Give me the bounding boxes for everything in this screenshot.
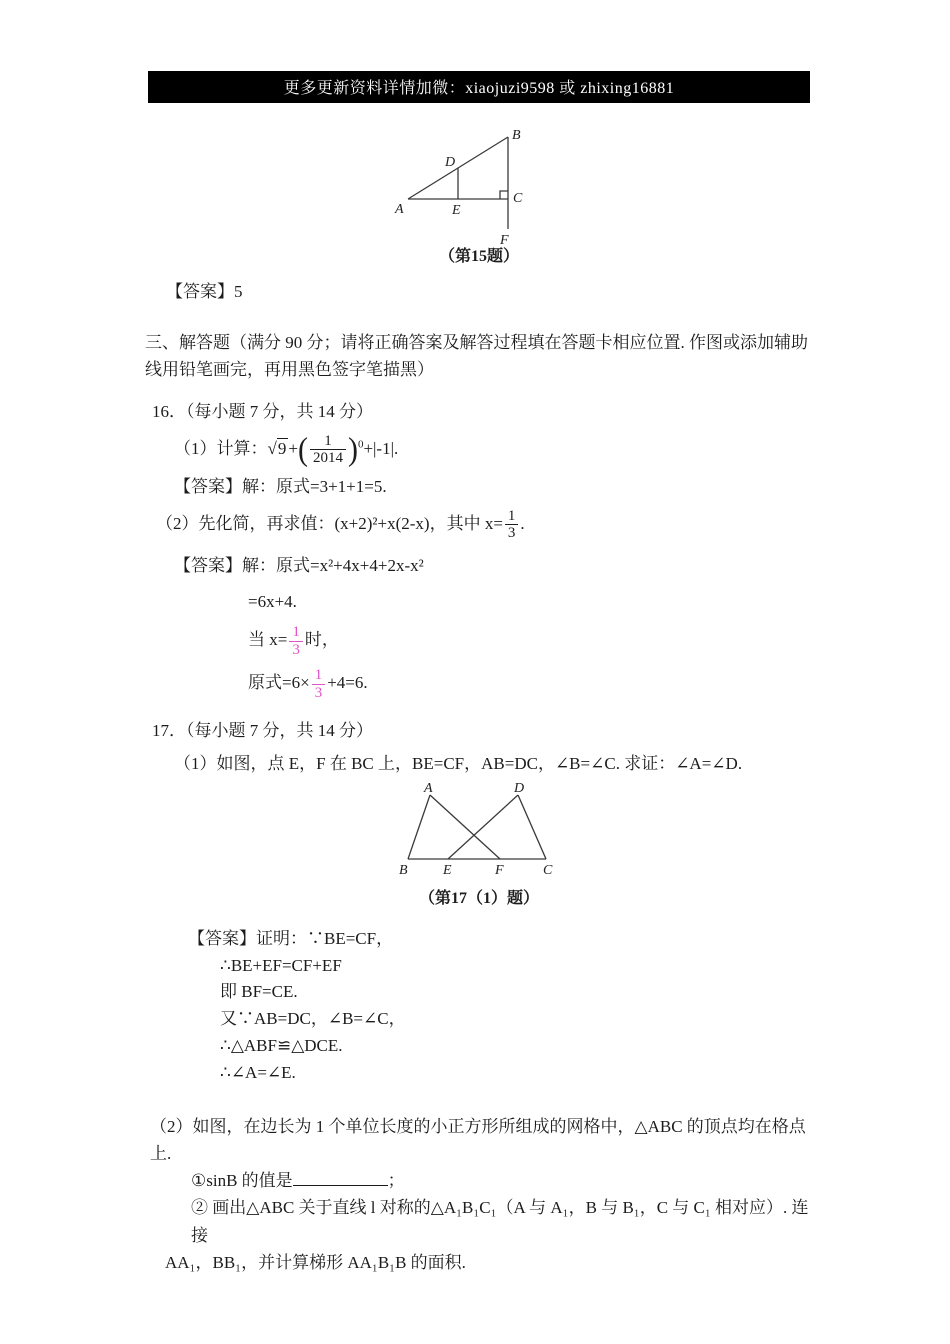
section-3-heading (145, 329, 810, 383)
q17-p2-sinb-suffix: ； (387, 1171, 405, 1191)
fraction-1-2014 (310, 433, 346, 467)
fraction-denominator: 3 (507, 525, 516, 542)
q17-p2-line-4: AA₁，BB₁，并计算梯形 AA₁B₁B 的面积. (165, 1252, 466, 1272)
q16-a2-eval-prefix: 原式=6× (248, 673, 310, 693)
fraction-denominator: 2014 (312, 450, 343, 467)
q16-a2-when-x: 当 x= (248, 630, 288, 650)
segment-dc (518, 795, 546, 859)
q17-p2-line-1: （2）如图，在边长为 1 个单位长度的小正方形所组成的网格中，△ABC 的顶点均在格点上. (150, 1116, 806, 1164)
section-3-line-1: 三、解答题（满分 90 分；请将正确答案及解答过程填在答题卡相应位置. 作图或添加辅助 (145, 333, 808, 353)
q16-p2-prefix: （2）先化简，再求值： (156, 513, 335, 533)
point-label-a: A (424, 780, 433, 796)
q16-a2-when-suffix: 时， (304, 630, 339, 650)
q17-p2-sinb-prefix: ①sinB 的值是 (191, 1171, 293, 1191)
point-label-e: E (452, 203, 461, 218)
answer-label: 【答案】 (166, 282, 234, 301)
q16-a2-eval-suffix: +4=6. (327, 673, 368, 693)
question-16-part-1 (174, 433, 810, 467)
fraction-denominator: 3 (314, 684, 323, 701)
question-16-answer-2 (174, 552, 810, 701)
q16-a1-text: 解：原式=3+1+1=5. (242, 476, 387, 496)
figure-15-drawing (394, 125, 564, 247)
q17-a1-line-5: ∴△ABF≌△DCE. (220, 1036, 343, 1056)
q16-a2-line-3 (248, 624, 810, 658)
q17-p2-line-2 (191, 1167, 810, 1194)
point-label-f: F (500, 233, 509, 247)
q16-a2-line-1 (174, 552, 810, 579)
point-label-e: E (443, 862, 452, 878)
question-17-part-2 (150, 1113, 810, 1276)
sqrt-radicand: 9 (277, 438, 287, 458)
fraction-1-3-pink (312, 667, 326, 701)
q16-a2-line-4 (248, 667, 810, 701)
answer-label: 【答案】 (188, 928, 256, 948)
q16-p2-expression: (x+2)²+x(2-x)，其中 x= (334, 513, 503, 533)
fraction-1-3-pink (289, 624, 303, 658)
figure-15-caption: （第15题） (438, 248, 519, 265)
header-banner (148, 71, 810, 103)
answer-blank-line (293, 1168, 388, 1186)
fraction-1-3 (505, 508, 519, 542)
q16-p1-prefix: （1）计算： (174, 438, 268, 458)
point-label-d: D (445, 155, 456, 170)
point-label-d: D (514, 780, 525, 796)
sqrt-expression (268, 439, 289, 458)
header-banner-text: 更多更新资料详情加微：xiaojuzi9598 或 zhixing16881 (283, 80, 675, 97)
fraction-numerator: 1 (312, 667, 326, 685)
exponent-zero: 0 (357, 438, 364, 450)
q16-p1-period: . (394, 438, 399, 458)
segment-de (448, 795, 518, 859)
answer-label: 【答案】 (174, 555, 242, 575)
q16-a2-line-2: =6x+4. (248, 592, 297, 612)
q17-a1-line-6: ∴∠A=∠E. (220, 1062, 296, 1082)
sqrt-sign: √ (267, 438, 277, 458)
q16-p1-plus-1: + (288, 438, 298, 458)
section-3-line-2: 线用铅笔画完，再用黑色签字笔描黑） (145, 360, 434, 380)
document-page (145, 71, 810, 1276)
fraction-numerator: 1 (310, 433, 346, 451)
segment-ab (408, 795, 430, 859)
q16-a2-simplify: 解：原式=x²+4x+4+2x-x² (242, 555, 424, 575)
answer-15-value: 5 (234, 282, 243, 301)
q16-p1-abs: |-1| (373, 438, 394, 458)
figure-17-drawing (394, 781, 564, 889)
question-16-title: 16．（每小题 7 分，共 14 分） (152, 401, 373, 421)
point-label-c: C (513, 191, 523, 206)
question-16-answer-1 (174, 473, 810, 500)
figure-problem-17-1 (148, 781, 810, 908)
point-label-a: A (395, 202, 404, 217)
question-16-part-2 (156, 508, 810, 542)
q17-proof-start: 证明：∵BE=CF， (256, 928, 394, 948)
question-17-part-1: （1）如图，点 E，F 在 BC 上，BE=CF，AB=DC，∠B=∠C. 求证：∠A=∠D. (174, 753, 743, 773)
q16-p1-plus-2: + (363, 438, 374, 458)
q17-a1-line-2: ∴BE+EF=CF+EF (220, 955, 342, 975)
right-paren: ) (347, 431, 358, 468)
answer-label: 【答案】 (174, 476, 242, 496)
q17-p2-line-3: ② 画出△ABC 关于直线 l 对称的△A₁B₁C₁（A 与 A₁，B 与 B₁，C 与 C₁ 相对应）. 连接 (191, 1198, 809, 1245)
point-label-b: B (399, 862, 408, 878)
question-17-title: 17．（每小题 7 分，共 14 分） (152, 721, 373, 741)
question-17-answer-1 (188, 926, 810, 1087)
left-paren: ( (297, 431, 308, 468)
point-label-c: C (543, 862, 553, 878)
fraction-denominator: 3 (292, 641, 300, 658)
right-angle-mark (500, 191, 508, 199)
point-label-b: B (512, 128, 521, 143)
fraction-numerator: 1 (505, 508, 519, 526)
q17-a1-line-4: 又∵AB=DC，∠B=∠C， (220, 1009, 406, 1029)
point-label-f: F (495, 862, 504, 878)
q17-a1-line-1 (188, 926, 810, 953)
segment-af (430, 795, 500, 859)
q16-p2-period: . (520, 513, 525, 533)
figure-17-caption: （第17（1）题） (418, 889, 539, 907)
fraction-numerator: 1 (289, 624, 303, 642)
answer-15 (166, 278, 810, 305)
q17-a1-line-3: 即 BF=CE. (220, 982, 298, 1002)
figure-problem-15 (148, 125, 810, 266)
